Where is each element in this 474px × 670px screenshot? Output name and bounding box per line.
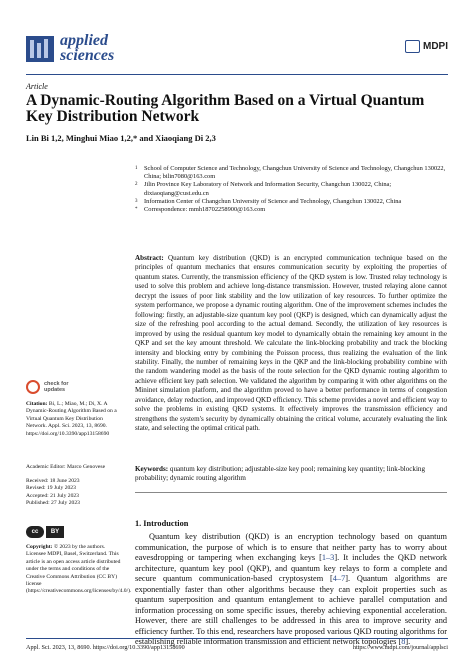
keywords-text: quantum key distribution; adjustable-size key pool; remaining key quantity; link-blocking probability; dynamic routing algorithm — [135, 465, 426, 483]
affiliations — [135, 165, 447, 214]
revised-date: Revised: 19 July 2023 — [26, 485, 76, 492]
footer-url[interactable]: https://www.mdpi.com/journal/applsci — [352, 644, 448, 651]
copyright-block: Copyright: © 2023 by the authors. Licensee MDPI, Basel, Switzerland. This article is an open access article distributed under the terms and conditions of the Creative Commons Attribution (CC BY) license (https://creativecommons.org/licenses/by/4.0/). — [26, 544, 132, 595]
header-rule — [26, 74, 448, 75]
check-for-updates-button[interactable]: check for updates — [26, 380, 68, 394]
mdpi-logo-icon — [405, 40, 420, 53]
affiliation-item: 3 Information Center of Changchun University of Science and Technology, Changchun 130022, China — [135, 197, 402, 205]
intro-paragraph: Quantum key distribution (QKD) is an encryption technology based on quantum communication, the purpose of which is to ensure that neither party has to worry about eavesdropping or tampering when exchanging keys [1–3]. It includes the QKD network architecture, quantum key pool (QKP), and quantum key relays to form a complete and secure quantum communication-based cryptosystem [4–7]. Quantum algorithms are exponentially faster than other algorithms because they can exploit properties such as quantum superposition and quantum entanglement to achieve parallel computation and information processing on some specific issues, thereby achieving exponential acceleration. However, there are still challenges to be addressed in this area to improve security and efficiency further. To this end, researchers have proposed various QKD routing algorithms for establishing reliable information transmission and efficient network topologies [8]. — [135, 532, 447, 646]
cc-icon: cc — [26, 526, 44, 538]
publisher-logo[interactable]: MDPI — [405, 40, 448, 53]
footer-rule — [26, 638, 448, 639]
page-footer — [26, 644, 448, 651]
journal-logo-icon — [26, 36, 54, 62]
academic-editor: Academic Editor: Marco Genovese — [26, 464, 106, 470]
dates — [26, 478, 124, 508]
by-icon: BY — [46, 526, 64, 538]
footer-citation[interactable]: Appl. Sci. 2023, 13, 8690. https://doi.org/10.3390/app13158690 — [26, 644, 185, 651]
accepted-date: Accepted: 21 July 2023 — [26, 492, 79, 499]
affiliation-item: 1 School of Computer Science and Technology, Changchun University of Science and Technology, Changchun 130022, China; bilin7080@163.com — [135, 165, 446, 181]
reference-link[interactable]: 1–3 — [321, 553, 335, 562]
author-list: Lin Bi 1,2, Minghui Miao 1,2,* and Xiaoqiang Di 2,3 — [26, 133, 216, 143]
section-heading: 1. Introduction — [135, 519, 189, 528]
abstract-label: Abstract: — [135, 254, 164, 262]
reference-link[interactable]: 8 — [401, 637, 406, 646]
published-date: Published: 27 July 2023 — [26, 500, 80, 507]
section-divider — [135, 492, 447, 493]
journal-name[interactable]: applied sciences — [60, 32, 115, 64]
article-title: A Dynamic-Routing Algorithm Based on a Virtual Quantum Key Distribution Network — [26, 92, 425, 125]
correspondence[interactable]: * Correspondence: mmh18702258900@163.com — [135, 206, 266, 214]
keywords-label: Keywords: — [135, 465, 169, 473]
cc-by-license-badge[interactable] — [26, 526, 64, 538]
citation-block: Citation: Bi, L.; Miao, M.; Di, X. A Dynamic-Routing Algorithm Based on a Virtual Quantum Key Distribution Network. Appl. Sci. 2023, 13, 8690. https://doi.org/10.3390/app13158690 — [26, 401, 117, 437]
article-type: Article — [26, 82, 48, 91]
reference-link[interactable]: 4–7 — [332, 574, 346, 583]
abstract — [135, 254, 447, 434]
received-date: Received: 18 June 2023 — [26, 478, 80, 484]
abstract-text: Quantum key distribution (QKD) is an encrypted communication technique based on the principles of quantum mechanics that ensures communication security by exploiting the properties of quantum states. Currently, the transmission efficiency of the QKD system is low. Trusted relay technology is used to solve this problem and achieve long-distance transmission. However, trusted relaying alone cannot decrypt the issues of poor link stability and the low utilization of key resources. To further optimize the system performance, we propose a dynamic routing algorithm. One of the improvement schemes includes the following: firstly, an adjustable-size quantum key pool (QKP) is designed, which can dynamically adjust the size of the refreshing pool according to the actual demand. Secondly, the utilization of key resources is improved by using the residual quantum key model to dynamically obtain the remaining key amount in the QKP and set the key amount threshold. We calculate the link-blocking probability and track the blocking intensity and blocking entry by combining the Poisson process, thus realizing the evaluation of the link stability. Finally, the number of remaining keys in the QKP and the link-blocking probability combine with the random wandering model as the basis of the route selection for the QKD dynamic routing algorithm to achieve efficient key path selection. We validated the algorithm by comparing it with other algorithms on the Mininet simulation platform, and the algorithm proved to have a better performance in terms of congestion avoidance, delay reduction, and improved QKD efficiency. This scheme provides a novel and efficient way to solve the problems in existing QKD systems. It effectively improves the transmission efficiency and strengthens the system's security by dynamically obtaining the critical volume, accurately evaluating the link state, and selecting the optimal critical path. — [135, 254, 447, 433]
check-updates-icon — [26, 380, 40, 394]
keywords — [135, 465, 447, 484]
affiliation-item: 2 Jilin Province Key Laboratory of Network and Information Security, Changchun 130022, China; dixiaoqiang@cust.edu.cn — [135, 181, 392, 197]
